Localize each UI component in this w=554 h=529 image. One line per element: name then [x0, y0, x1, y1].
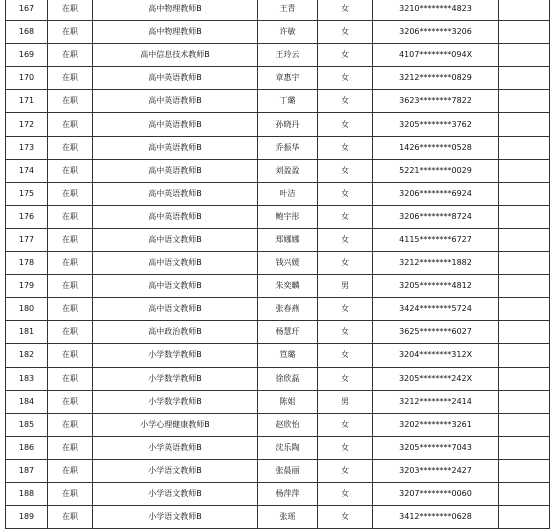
id-number-cell: 3204********312X [373, 344, 499, 367]
table-row [6, 298, 550, 321]
table-row [6, 90, 550, 113]
gender-cell: 女 [318, 159, 373, 182]
id-number-cell: 3625********6027 [373, 321, 499, 344]
position-cell: 小学数学教师B [93, 344, 258, 367]
remarks-cell [499, 390, 550, 413]
name-cell: 叶洁 [258, 182, 318, 205]
id-number-cell: 3206********3206 [373, 21, 499, 44]
gender-cell: 女 [318, 0, 373, 21]
name-cell: 钱兴媛 [258, 252, 318, 275]
id-number-cell: 3203********2427 [373, 459, 499, 482]
id-number-cell: 5221********0029 [373, 159, 499, 182]
row-number-cell: 168 [6, 21, 48, 44]
position-cell: 小学数学教师B [93, 390, 258, 413]
gender-cell: 女 [318, 136, 373, 159]
gender-cell: 女 [318, 321, 373, 344]
name-cell: 张晨丽 [258, 459, 318, 482]
id-number-cell: 3207********0060 [373, 482, 499, 505]
remarks-cell [499, 67, 550, 90]
row-number-cell: 182 [6, 344, 48, 367]
gender-cell: 女 [318, 482, 373, 505]
status-cell: 在职 [48, 136, 93, 159]
position-cell: 高中语文教师B [93, 228, 258, 251]
id-number-cell: 3202********3261 [373, 413, 499, 436]
id-number-cell: 3210********4823 [373, 0, 499, 21]
row-number-cell: 185 [6, 413, 48, 436]
name-cell: 鲍宇彤 [258, 205, 318, 228]
name-cell: 沈乐陶 [258, 436, 318, 459]
remarks-cell [499, 44, 550, 67]
remarks-cell [499, 113, 550, 136]
name-cell: 王青 [258, 0, 318, 21]
position-cell: 高中语文教师B [93, 275, 258, 298]
name-cell: 陈姐 [258, 390, 318, 413]
table-row [6, 413, 550, 436]
table-row [6, 390, 550, 413]
remarks-cell [499, 21, 550, 44]
id-number-cell: 3205********4812 [373, 275, 499, 298]
table-row [6, 136, 550, 159]
table-row [6, 113, 550, 136]
table-row [6, 344, 550, 367]
table-row [6, 275, 550, 298]
table-row [6, 252, 550, 275]
status-cell: 在职 [48, 413, 93, 436]
position-cell: 高中语文教师B [93, 252, 258, 275]
status-cell: 在职 [48, 228, 93, 251]
gender-cell: 女 [318, 113, 373, 136]
status-cell: 在职 [48, 205, 93, 228]
table-row [6, 21, 550, 44]
gender-cell: 女 [318, 44, 373, 67]
id-number-cell: 3206********6924 [373, 182, 499, 205]
name-cell: 杨萍萍 [258, 482, 318, 505]
remarks-cell [499, 482, 550, 505]
name-cell: 张春燕 [258, 298, 318, 321]
id-number-cell: 3205********242X [373, 367, 499, 390]
gender-cell: 女 [318, 228, 373, 251]
row-number-cell: 176 [6, 205, 48, 228]
remarks-cell [499, 321, 550, 344]
row-number-cell: 175 [6, 182, 48, 205]
row-number-cell: 184 [6, 390, 48, 413]
remarks-cell [499, 228, 550, 251]
position-cell: 高中物理教师B [93, 0, 258, 21]
position-cell: 小学语文教师B [93, 506, 258, 529]
status-cell: 在职 [48, 275, 93, 298]
remarks-cell [499, 298, 550, 321]
name-cell: 乔振华 [258, 136, 318, 159]
remarks-cell [499, 205, 550, 228]
id-number-cell: 3206********8724 [373, 205, 499, 228]
table-row [6, 0, 550, 21]
gender-cell: 女 [318, 252, 373, 275]
gender-cell: 女 [318, 459, 373, 482]
id-number-cell: 3623********7822 [373, 90, 499, 113]
remarks-cell [499, 90, 550, 113]
status-cell: 在职 [48, 506, 93, 529]
status-cell: 在职 [48, 482, 93, 505]
gender-cell: 男 [318, 390, 373, 413]
table-body [6, 0, 550, 529]
gender-cell: 女 [318, 506, 373, 529]
status-cell: 在职 [48, 436, 93, 459]
id-number-cell: 3212********0829 [373, 67, 499, 90]
remarks-cell [499, 0, 550, 21]
position-cell: 高中英语教师B [93, 159, 258, 182]
remarks-cell [499, 136, 550, 159]
remarks-cell [499, 344, 550, 367]
status-cell: 在职 [48, 182, 93, 205]
row-number-cell: 171 [6, 90, 48, 113]
name-cell: 笪璐 [258, 344, 318, 367]
row-number-cell: 178 [6, 252, 48, 275]
position-cell: 高中信息技术教师B [93, 44, 258, 67]
row-number-cell: 179 [6, 275, 48, 298]
row-number-cell: 177 [6, 228, 48, 251]
status-cell: 在职 [48, 67, 93, 90]
name-cell: 朱奕麟 [258, 275, 318, 298]
id-number-cell: 3205********3762 [373, 113, 499, 136]
status-cell: 在职 [48, 252, 93, 275]
remarks-cell [499, 275, 550, 298]
row-number-cell: 188 [6, 482, 48, 505]
status-cell: 在职 [48, 321, 93, 344]
position-cell: 小学心理健康教师B [93, 413, 258, 436]
position-cell: 小学语文教师B [93, 459, 258, 482]
remarks-cell [499, 182, 550, 205]
name-cell: 王玲云 [258, 44, 318, 67]
position-cell: 高中英语教师B [93, 182, 258, 205]
gender-cell: 女 [318, 298, 373, 321]
table-row [6, 321, 550, 344]
gender-cell: 女 [318, 67, 373, 90]
row-number-cell: 170 [6, 67, 48, 90]
status-cell: 在职 [48, 21, 93, 44]
remarks-cell [499, 506, 550, 529]
status-cell: 在职 [48, 159, 93, 182]
table-row [6, 159, 550, 182]
gender-cell: 男 [318, 275, 373, 298]
remarks-cell [499, 159, 550, 182]
position-cell: 高中英语教师B [93, 136, 258, 159]
status-cell: 在职 [48, 367, 93, 390]
gender-cell: 女 [318, 90, 373, 113]
status-cell: 在职 [48, 0, 93, 21]
row-number-cell: 186 [6, 436, 48, 459]
remarks-cell [499, 436, 550, 459]
gender-cell: 女 [318, 367, 373, 390]
personnel-table [5, 0, 550, 529]
table-row [6, 367, 550, 390]
row-number-cell: 180 [6, 298, 48, 321]
remarks-cell [499, 252, 550, 275]
position-cell: 高中英语教师B [93, 205, 258, 228]
gender-cell: 女 [318, 413, 373, 436]
gender-cell: 女 [318, 21, 373, 44]
table-row [6, 44, 550, 67]
gender-cell: 女 [318, 182, 373, 205]
table-row [6, 506, 550, 529]
id-number-cell: 3212********2414 [373, 390, 499, 413]
name-cell: 许敏 [258, 21, 318, 44]
id-number-cell: 3424********5724 [373, 298, 499, 321]
name-cell: 郑娜娜 [258, 228, 318, 251]
row-number-cell: 181 [6, 321, 48, 344]
gender-cell: 女 [318, 436, 373, 459]
id-number-cell: 3412********0628 [373, 506, 499, 529]
status-cell: 在职 [48, 90, 93, 113]
table-row [6, 482, 550, 505]
table-row [6, 67, 550, 90]
row-number-cell: 187 [6, 459, 48, 482]
id-number-cell: 3205********7043 [373, 436, 499, 459]
id-number-cell: 4115********6727 [373, 228, 499, 251]
table-row [6, 228, 550, 251]
name-cell: 孙晓丹 [258, 113, 318, 136]
position-cell: 高中英语教师B [93, 113, 258, 136]
id-number-cell: 1426********0528 [373, 136, 499, 159]
remarks-cell [499, 413, 550, 436]
row-number-cell: 172 [6, 113, 48, 136]
position-cell: 高中英语教师B [93, 90, 258, 113]
gender-cell: 女 [318, 205, 373, 228]
name-cell: 杨慧玗 [258, 321, 318, 344]
row-number-cell: 173 [6, 136, 48, 159]
name-cell: 张瑶 [258, 506, 318, 529]
status-cell: 在职 [48, 113, 93, 136]
status-cell: 在职 [48, 459, 93, 482]
id-number-cell: 4107********094X [373, 44, 499, 67]
row-number-cell: 169 [6, 44, 48, 67]
row-number-cell: 174 [6, 159, 48, 182]
row-number-cell: 189 [6, 506, 48, 529]
name-cell: 赵欣怡 [258, 413, 318, 436]
position-cell: 小学英语教师B [93, 436, 258, 459]
name-cell: 章惠宇 [258, 67, 318, 90]
row-number-cell: 183 [6, 367, 48, 390]
table-row [6, 205, 550, 228]
position-cell: 高中语文教师B [93, 298, 258, 321]
position-cell: 高中物理教师B [93, 21, 258, 44]
position-cell: 高中英语教师B [93, 67, 258, 90]
status-cell: 在职 [48, 390, 93, 413]
name-cell: 刘盈盈 [258, 159, 318, 182]
name-cell: 徐欣磊 [258, 367, 318, 390]
status-cell: 在职 [48, 344, 93, 367]
id-number-cell: 3212********1882 [373, 252, 499, 275]
row-number-cell: 167 [6, 0, 48, 21]
gender-cell: 女 [318, 344, 373, 367]
table-row [6, 436, 550, 459]
position-cell: 高中政治教师B [93, 321, 258, 344]
status-cell: 在职 [48, 44, 93, 67]
status-cell: 在职 [48, 298, 93, 321]
remarks-cell [499, 367, 550, 390]
position-cell: 小学数学教师B [93, 367, 258, 390]
position-cell: 小学语文教师B [93, 482, 258, 505]
name-cell: 丁璐 [258, 90, 318, 113]
table-row [6, 182, 550, 205]
